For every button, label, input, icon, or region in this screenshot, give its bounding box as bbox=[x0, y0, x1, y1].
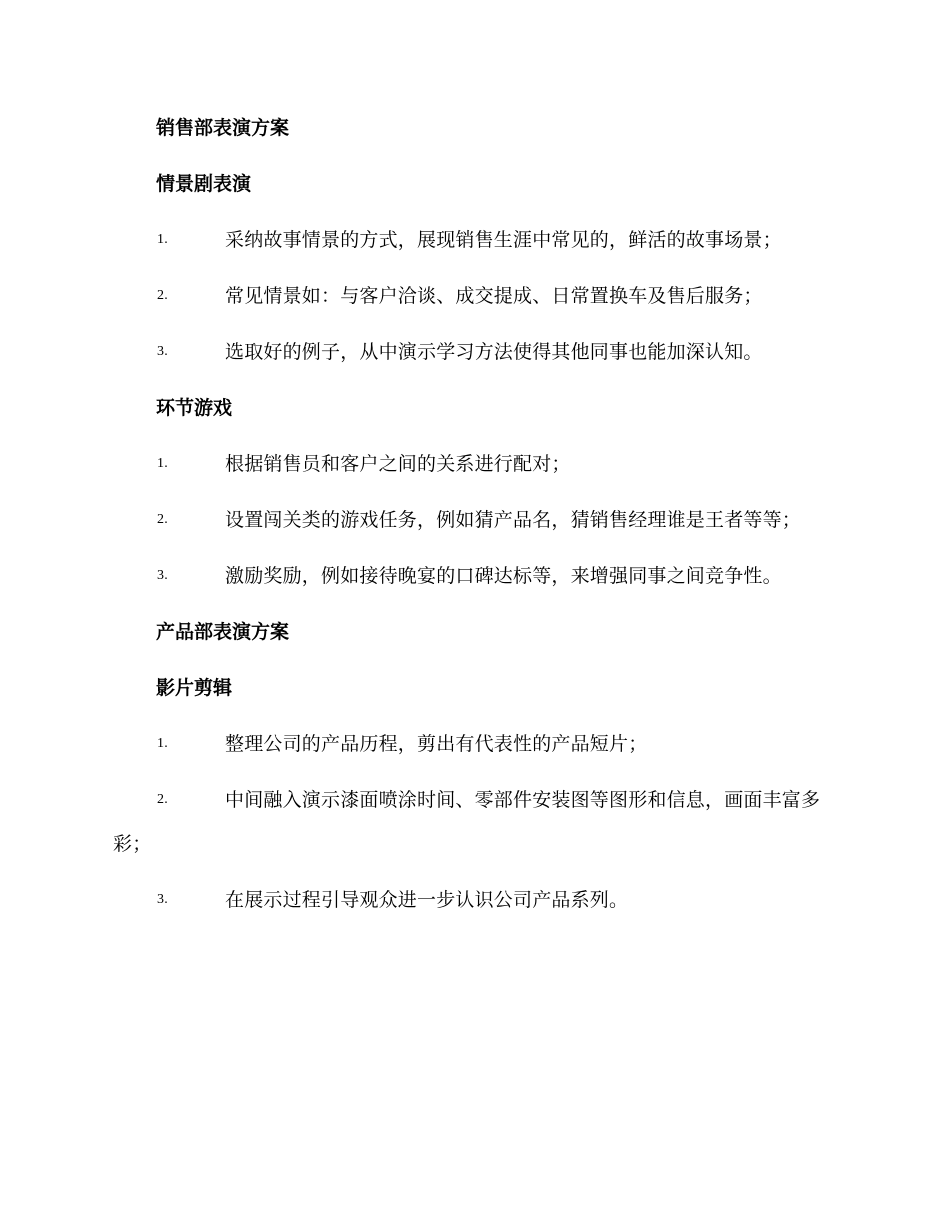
subsection-title-skit: 情景剧表演 bbox=[156, 173, 252, 195]
section-title-sales: 销售部表演方案 bbox=[156, 117, 290, 139]
list-item bbox=[113, 330, 835, 374]
list-text: 在展示过程引导观众进一步认识公司产品系列。 bbox=[225, 889, 629, 911]
list-text: 常见情景如：与客户洽谈、成交提成、日常置换车及售后服务； bbox=[225, 285, 763, 307]
list-number: 3. bbox=[157, 344, 168, 359]
list-number: 2. bbox=[157, 512, 168, 527]
list-text: 激励奖励，例如接待晚宴的口碑达标等，来增强同事之间竞争性。 bbox=[225, 565, 782, 587]
list-text: 选取好的例子，从中演示学习方法使得其他同事也能加深认知。 bbox=[225, 341, 763, 363]
list-number: 1. bbox=[157, 232, 168, 247]
list-text: 整理公司的产品历程，剪出有代表性的产品短片； bbox=[225, 733, 648, 755]
list-text: 采纳故事情景的方式，展现销售生涯中常见的，鲜活的故事场景； bbox=[225, 229, 782, 251]
section-title-product: 产品部表演方案 bbox=[156, 621, 290, 643]
list-number: 1. bbox=[157, 456, 168, 471]
list-number: 2. bbox=[157, 792, 168, 807]
list-item bbox=[113, 878, 835, 922]
list-number: 2. bbox=[157, 288, 168, 303]
list-number: 1. bbox=[157, 736, 168, 751]
list-text: 根据销售员和客户之间的关系进行配对； bbox=[225, 453, 571, 475]
document-body bbox=[113, 106, 835, 934]
list-item bbox=[113, 218, 835, 262]
subsection-title-video: 影片剪辑 bbox=[156, 677, 233, 699]
list-item bbox=[113, 778, 835, 866]
list-text: 中间融入演示漆面喷涂时间、零部件安装图等图形和信息，画面丰富多彩； bbox=[113, 789, 821, 855]
list-number: 3. bbox=[157, 568, 168, 583]
list-item bbox=[113, 442, 835, 486]
list-item bbox=[113, 554, 835, 598]
list-item bbox=[113, 274, 835, 318]
subsection-title-games: 环节游戏 bbox=[156, 397, 233, 419]
list-number: 3. bbox=[157, 892, 168, 907]
list-item bbox=[113, 722, 835, 766]
list-item bbox=[113, 498, 835, 542]
list-text: 设置闯关类的游戏任务，例如猜产品名，猜销售经理谁是王者等等； bbox=[225, 509, 802, 531]
